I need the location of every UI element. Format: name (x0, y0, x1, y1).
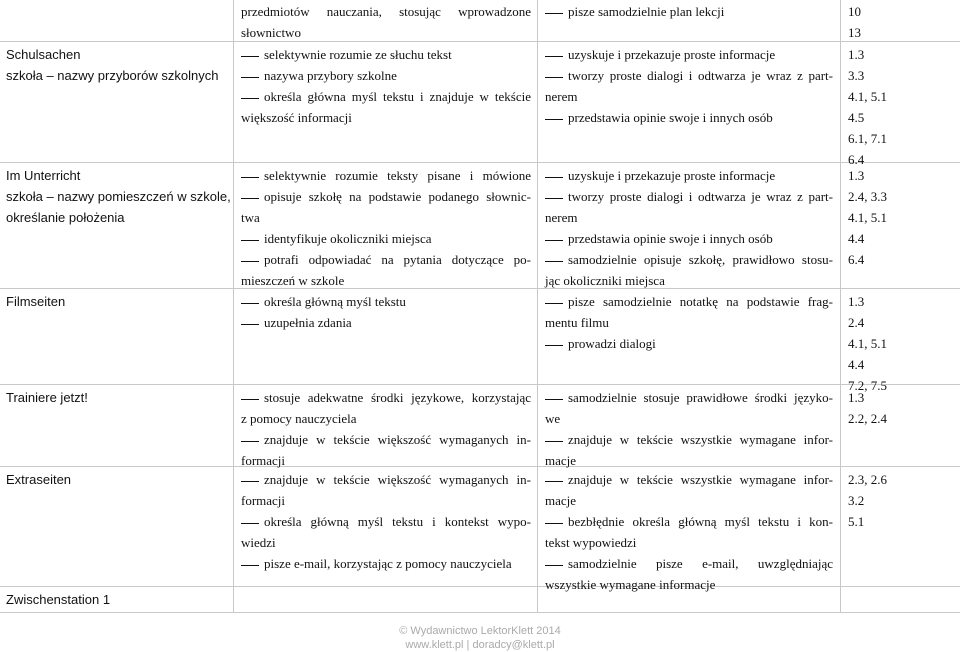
bullet-text: mentu filmu (545, 315, 609, 330)
dash-bullet-icon (545, 345, 563, 346)
basic-requirements-cell (241, 291, 531, 333)
bullet-item (545, 333, 833, 354)
bullet-text: selektywnie rozumie ze słuchu tekst (264, 47, 452, 62)
bullet-text: bezbłędnie określa główną myśl tekstu i kon- (568, 514, 833, 529)
topic-description: określanie położenia (6, 210, 125, 225)
dash-bullet-icon (545, 399, 563, 400)
bullet-item (241, 291, 531, 312)
bullet-text: przedstawia opinie swoje i innych osób (568, 110, 773, 125)
bullet-continuation (241, 22, 531, 43)
bullet-continuation (241, 1, 531, 22)
bullet-item (241, 387, 531, 408)
bullet-text: samodzielnie stosuje prawidłowe środki języko- (568, 390, 833, 405)
bullet-continuation (545, 312, 833, 333)
bullet-item (545, 249, 833, 270)
bullet-continuation (241, 532, 531, 553)
curriculum-ref: 2.2, 2.4 (848, 411, 887, 426)
bullet-continuation (545, 490, 833, 511)
curriculum-refs-cell (848, 291, 948, 396)
bullet-text: samodzielnie opisuje szkołę, prawidłowo stosu- (568, 252, 833, 267)
bullet-text: opisuje szkołę na podstawie podanego słownic- (264, 189, 531, 204)
bullet-item (241, 165, 531, 186)
curriculum-ref: 4.5 (848, 110, 865, 125)
basic-requirements-cell (241, 387, 531, 471)
dash-bullet-icon (241, 98, 259, 99)
bullet-item (241, 429, 531, 450)
bullet-text: uzyskuje i przekazuje proste informacje (568, 47, 776, 62)
column-divider (537, 0, 538, 612)
bullet-item (241, 186, 531, 207)
dash-bullet-icon (545, 77, 563, 78)
extended-requirements-cell (545, 469, 833, 595)
bullet-text: znajduje w tekście większość wymaganych in- (264, 432, 531, 447)
row-divider (0, 162, 960, 163)
extended-requirements-cell (545, 165, 833, 291)
curriculum-ref: 1.3 (848, 168, 865, 183)
curriculum-refs-cell (848, 44, 948, 170)
dash-bullet-icon (545, 198, 563, 199)
dash-bullet-icon (241, 303, 259, 304)
bullet-text: pisze e-mail, korzystając z pomocy nauczyciela (264, 556, 512, 571)
dash-bullet-icon (241, 198, 259, 199)
bullet-text: słownictwo (241, 25, 301, 40)
dash-bullet-icon (241, 261, 259, 262)
bullet-text: identyfikuje okoliczniki miejsca (264, 231, 432, 246)
bullet-continuation (545, 408, 833, 429)
dash-bullet-icon (545, 261, 563, 262)
bullet-text: jąc okoliczniki miejsca (545, 273, 665, 288)
footer (0, 624, 960, 652)
curriculum-ref: 6.4 (848, 252, 865, 267)
bullet-item (241, 553, 531, 574)
bullet-item (241, 65, 531, 86)
bullet-text: potrafi odpowiadać na pytania dotyczące po- (264, 252, 531, 267)
bullet-text: tworzy proste dialogi i odtwarza je wraz z part- (568, 68, 833, 83)
bullet-text: macje (545, 493, 577, 508)
bullet-continuation (545, 574, 833, 595)
bullet-continuation (545, 270, 833, 291)
bullet-item (241, 228, 531, 249)
bullet-text: macje (545, 453, 577, 468)
bullet-continuation (241, 450, 531, 471)
bullet-item (241, 249, 531, 270)
bullet-text: pisze samodzielnie notatkę na podstawie frag- (568, 294, 833, 309)
curriculum-ref: 4.4 (848, 231, 865, 246)
dash-bullet-icon (545, 565, 563, 566)
dash-bullet-icon (545, 56, 563, 57)
bullet-item (545, 186, 833, 207)
dash-bullet-icon (241, 481, 259, 482)
bullet-text: z pomocy nauczyciela (241, 411, 357, 426)
dash-bullet-icon (545, 13, 563, 14)
bullet-text: twa (241, 210, 260, 225)
dash-bullet-icon (545, 303, 563, 304)
bullet-text: uzupełnia zdania (264, 315, 352, 330)
curriculum-refs-cell (848, 1, 948, 43)
curriculum-ref: 6.1, 7.1 (848, 131, 887, 146)
curriculum-ref: 13 (848, 25, 861, 40)
bullet-continuation (241, 270, 531, 291)
bullet-text: określa główną myśl tekstu (264, 294, 406, 309)
footer-copyright: © Wydawnictwo LektorKlett 2014 (399, 625, 561, 637)
curriculum-ref: 10 (848, 4, 861, 19)
curriculum-refs-cell (848, 387, 948, 429)
dash-bullet-icon (241, 441, 259, 442)
bullet-text: znajduje w tekście większość wymaganych in- (264, 472, 531, 487)
footer-contact: www.klett.pl | doradcy@klett.pl (405, 639, 555, 651)
bullet-text: tekst wypowiedzi (545, 535, 637, 550)
curriculum-ref: 2.4 (848, 315, 865, 330)
dash-bullet-icon (545, 177, 563, 178)
bullet-continuation (545, 86, 833, 107)
topic-cell (6, 387, 231, 408)
bullet-text: określa główną myśl tekstu i kontekst wypo- (264, 514, 531, 529)
topic-title: Extraseiten (6, 472, 72, 487)
curriculum-ref: 2.3, 2.6 (848, 472, 887, 487)
bullet-text: przedstawia opinie swoje i innych osób (568, 231, 773, 246)
bullet-text: przedmiotów nauczania, stosując wprowadzone (241, 4, 531, 19)
bullet-text: określa główna myśl tekstu i znajduje w tekście (264, 89, 531, 104)
bullet-text: wszystkie wymagane informacje (545, 577, 716, 592)
topic-title: Schulsachen (6, 47, 81, 62)
curriculum-ref: 2.4, 3.3 (848, 189, 887, 204)
bullet-item (241, 312, 531, 333)
topic-cell (6, 469, 231, 490)
bullet-continuation (545, 450, 833, 471)
topic-title: Filmseiten (6, 294, 66, 309)
bullet-item (545, 65, 833, 86)
bullet-continuation (545, 532, 833, 553)
bullet-item (545, 228, 833, 249)
dash-bullet-icon (545, 441, 563, 442)
bullet-continuation (241, 207, 531, 228)
dash-bullet-icon (241, 399, 259, 400)
basic-requirements-cell (241, 469, 531, 574)
curriculum-refs-cell (848, 165, 948, 270)
basic-requirements-cell (241, 165, 531, 291)
dash-bullet-icon (241, 523, 259, 524)
bullet-item (545, 387, 833, 408)
dash-bullet-icon (545, 523, 563, 524)
basic-requirements-cell (241, 44, 531, 128)
bullet-item (545, 291, 833, 312)
curriculum-ref: 4.4 (848, 357, 865, 372)
row-divider (0, 384, 960, 385)
topic-title: Zwischenstation 1 (6, 592, 111, 607)
bullet-text: tworzy proste dialogi i odtwarza je wraz z part- (568, 189, 833, 204)
curriculum-ref: 7.2, 7.5 (848, 378, 887, 393)
curriculum-ref: 6.4 (848, 152, 865, 167)
bullet-item (545, 107, 833, 128)
curriculum-ref: 1.3 (848, 47, 865, 62)
bullet-text: znajduje w tekście wszystkie wymagane infor- (568, 432, 833, 447)
dash-bullet-icon (241, 177, 259, 178)
curriculum-ref: 4.1, 5.1 (848, 89, 887, 104)
bullet-text: nerem (545, 210, 578, 225)
bullet-text: prowadzi dialogi (568, 336, 656, 351)
bullet-text: selektywnie rozumie teksty pisane i mówione (264, 168, 531, 183)
dash-bullet-icon (241, 324, 259, 325)
bullet-item (545, 511, 833, 532)
bullet-item (545, 429, 833, 450)
topic-description: szkoła – nazwy przyborów szkolnych (6, 68, 219, 83)
bullet-text: pisze samodzielnie plan lekcji (568, 4, 725, 19)
curriculum-ref: 3.2 (848, 493, 865, 508)
bullet-item (545, 165, 833, 186)
bullet-continuation (241, 490, 531, 511)
bullet-item (545, 44, 833, 65)
topic-description: szkoła – nazwy pomieszczeń w szkole, (6, 189, 231, 204)
bullet-text: nazywa przybory szkolne (264, 68, 397, 83)
bullet-text: we (545, 411, 561, 426)
bullet-text: samodzielnie pisze e-mail, uwzględniając (568, 556, 833, 571)
bullet-item (241, 511, 531, 532)
bullet-text: stosuje adekwatne środki językowe, korzystając (264, 390, 531, 405)
extended-requirements-cell (545, 291, 833, 354)
bullet-continuation (241, 408, 531, 429)
column-divider (233, 0, 234, 612)
extended-requirements-cell (545, 44, 833, 128)
bullet-item (241, 469, 531, 490)
topic-cell (6, 291, 231, 312)
dash-bullet-icon (241, 77, 259, 78)
extended-requirements-cell (545, 1, 833, 22)
topic-cell (6, 44, 231, 86)
topic-title: Trainiere jetzt! (6, 390, 88, 405)
bullet-text: mieszczeń w szkole (241, 273, 345, 288)
bullet-text: większość informacji (241, 110, 352, 125)
bullet-item (545, 469, 833, 490)
bullet-item (241, 44, 531, 65)
curriculum-refs-cell (848, 469, 948, 532)
curriculum-ref: 1.3 (848, 294, 865, 309)
bullet-text: formacji (241, 453, 286, 468)
dash-bullet-icon (241, 56, 259, 57)
bullet-text: uzyskuje i przekazuje proste informacje (568, 168, 776, 183)
bullet-item (545, 1, 833, 22)
dash-bullet-icon (241, 240, 259, 241)
bullet-item (545, 553, 833, 574)
bullet-text: nerem (545, 89, 578, 104)
dash-bullet-icon (545, 119, 563, 120)
column-divider (840, 0, 841, 612)
bullet-continuation (545, 207, 833, 228)
bullet-text: znajduje w tekście wszystkie wymagane infor- (568, 472, 833, 487)
extended-requirements-cell (545, 387, 833, 471)
dash-bullet-icon (545, 240, 563, 241)
curriculum-ref: 1.3 (848, 390, 865, 405)
basic-requirements-cell (241, 1, 531, 43)
topic-cell (6, 589, 231, 610)
curriculum-ref: 4.1, 5.1 (848, 210, 887, 225)
topic-cell (6, 165, 231, 228)
dash-bullet-icon (545, 481, 563, 482)
curriculum-ref: 4.1, 5.1 (848, 336, 887, 351)
curriculum-ref: 3.3 (848, 68, 865, 83)
bullet-item (241, 86, 531, 107)
curriculum-ref: 5.1 (848, 514, 865, 529)
bullet-continuation (241, 107, 531, 128)
bullet-text: formacji (241, 493, 286, 508)
topic-title: Im Unterricht (6, 168, 81, 183)
row-divider (0, 612, 960, 613)
bullet-text: wiedzi (241, 535, 276, 550)
dash-bullet-icon (241, 565, 259, 566)
